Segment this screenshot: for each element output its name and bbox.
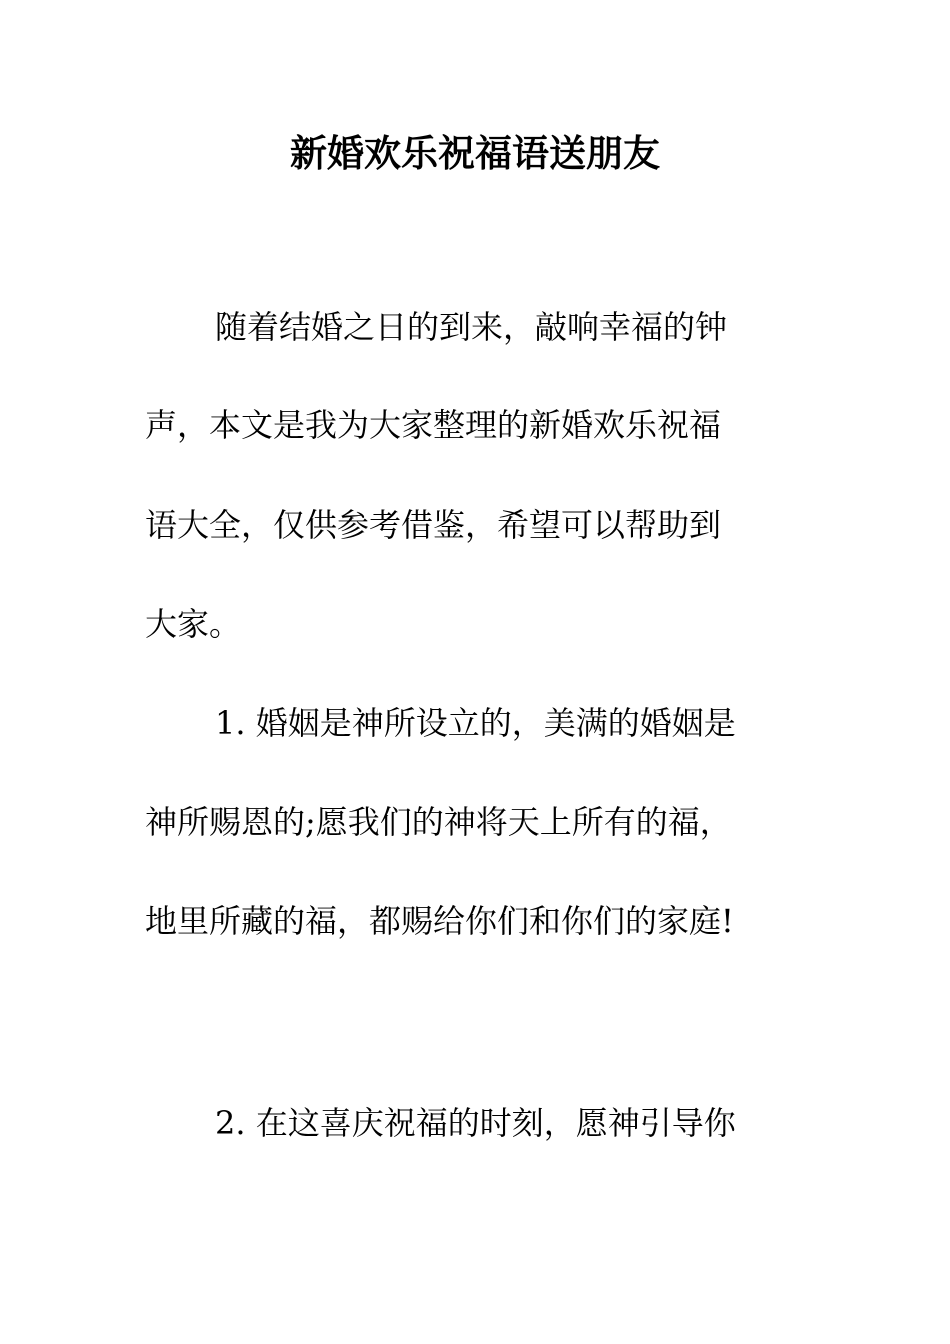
paragraph-line: 1. 婚姻是神所设立的，美满的婚姻是 bbox=[215, 704, 736, 742]
paragraph-line: 随着结婚之日的到来，敲响幸福的钟 bbox=[215, 308, 728, 346]
paragraph-line: 地里所藏的福，都赐给你们和你们的家庭! bbox=[145, 902, 734, 940]
paragraph-line: 大家。 bbox=[145, 605, 242, 643]
paragraph-line: 语大全，仅供参考借鉴，希望可以帮助到 bbox=[145, 506, 722, 544]
document-title: 新婚欢乐祝福语送朋友 bbox=[290, 131, 660, 175]
paragraph-line: 声，本文是我为大家整理的新婚欢乐祝福 bbox=[145, 406, 722, 444]
paragraph-line: 2. 在这喜庆祝福的时刻，愿神引导你 bbox=[215, 1104, 736, 1142]
paragraph-line: 神所赐恩的;愿我们的神将天上所有的福， bbox=[145, 803, 732, 841]
